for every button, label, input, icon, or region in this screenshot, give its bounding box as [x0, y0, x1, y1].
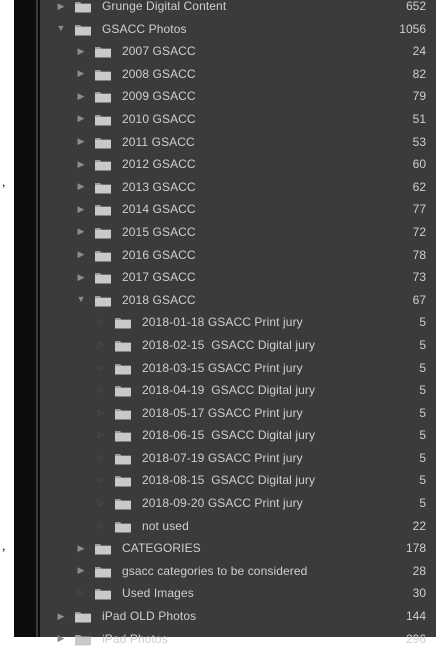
folder-row[interactable] [40, 402, 436, 425]
folder-name: 2018-06-15 GSACC Digital jury [142, 428, 316, 443]
triangle-empty-icon: ▷ [97, 498, 105, 508]
folder-row[interactable] [40, 221, 436, 244]
folder-icon [94, 68, 112, 81]
triangle-empty-icon: ▷ [97, 385, 105, 395]
folder-name: 2017 GSACC [122, 270, 196, 285]
folder-name: 2018-04-19 GSACC Digital jury [142, 383, 316, 398]
folder-row[interactable] [40, 176, 436, 199]
folder-row[interactable] [40, 40, 436, 63]
folder-row[interactable] [40, 605, 436, 628]
folder-name: gsacc categories to be considered [122, 563, 308, 578]
triangle-empty-icon: ▷ [97, 520, 105, 530]
triangle-right-icon[interactable]: ▶ [77, 113, 85, 124]
folder-icon [94, 271, 112, 284]
folder-count: 22 [412, 518, 426, 533]
folder-icon [74, 23, 92, 36]
folder-icon [94, 158, 112, 171]
triangle-right-icon[interactable]: ▶ [77, 136, 85, 147]
folder-icon [74, 610, 92, 623]
folder-name: 2016 GSACC [122, 247, 196, 262]
folder-icon [114, 407, 132, 420]
triangle-right-icon[interactable]: ▶ [77, 203, 85, 214]
folder-name: Used Images [122, 586, 194, 601]
folder-count: 77 [412, 202, 426, 217]
folder-name: 2018-07-19 GSACC Print jury [142, 450, 303, 465]
folder-row[interactable] [40, 153, 436, 176]
triangle-right-icon[interactable]: ▶ [77, 271, 85, 282]
folder-row[interactable] [40, 492, 436, 515]
folder-count: 1056 [399, 21, 426, 36]
folder-icon [94, 565, 112, 578]
triangle-down-icon[interactable]: ▼ [76, 294, 86, 305]
folder-count: 5 [419, 496, 426, 511]
folder-name: iPad OLD Photos [102, 609, 197, 624]
folder-name: 2011 GSACC [122, 134, 195, 149]
folder-name: 2007 GSACC [122, 44, 196, 59]
folder-count: 5 [419, 428, 426, 443]
folder-name: 2018-08-15 GSACC Digital jury [142, 473, 316, 488]
triangle-right-icon[interactable]: ▶ [77, 68, 85, 79]
folder-name: iPad Photos [102, 631, 168, 646]
panel-divider [36, 0, 38, 637]
folder-icon [114, 316, 132, 329]
folder-count: 60 [412, 157, 426, 172]
triangle-empty-icon: ▷ [97, 475, 105, 485]
margin-mark: , [2, 539, 6, 554]
folder-icon [94, 587, 112, 600]
folder-name: 2008 GSACC [122, 66, 196, 81]
folder-icon [114, 452, 132, 465]
triangle-right-icon[interactable]: ▶ [57, 633, 65, 644]
folder-icon [114, 362, 132, 375]
triangle-right-icon[interactable]: ▶ [77, 542, 85, 553]
folder-name: 2012 GSACC [122, 157, 196, 172]
folder-name: 2018-02-15 GSACC Digital jury [142, 337, 316, 352]
folder-row[interactable] [40, 447, 436, 470]
triangle-empty-icon: ▷ [97, 339, 105, 349]
folder-count: 53 [412, 134, 426, 149]
folder-count: 5 [419, 315, 426, 330]
folder-count: 178 [405, 541, 426, 556]
folder-count: 652 [405, 0, 426, 13]
folder-name: 2018-05-17 GSACC Print jury [142, 405, 303, 420]
folder-row[interactable] [40, 469, 436, 492]
folder-count: 78 [412, 247, 426, 262]
folder-icon [94, 113, 112, 126]
folder-row[interactable] [40, 198, 436, 221]
folder-icon [114, 474, 132, 487]
folders-panel [40, 0, 436, 646]
folder-name: Grunge Digital Content [102, 0, 227, 13]
folder-row[interactable] [40, 131, 436, 154]
folder-row[interactable] [40, 582, 436, 605]
triangle-empty-icon: ▷ [97, 452, 105, 462]
folder-icon [114, 497, 132, 510]
folder-row[interactable] [40, 424, 436, 447]
triangle-empty-icon: ▷ [77, 588, 85, 598]
folder-icon [74, 0, 92, 13]
folder-icon [94, 203, 112, 216]
folder-count: 5 [419, 473, 426, 488]
folder-name: 2010 GSACC [122, 111, 196, 126]
triangle-right-icon[interactable]: ▶ [77, 45, 85, 56]
folder-icon [94, 249, 112, 262]
folder-row[interactable] [40, 537, 436, 560]
folder-icon [94, 181, 112, 194]
folder-icon [114, 429, 132, 442]
folder-icon [94, 136, 112, 149]
triangle-right-icon[interactable]: ▶ [77, 90, 85, 101]
folder-name: 2015 GSACC [122, 224, 196, 239]
margin-mark: , [2, 175, 6, 190]
triangle-right-icon[interactable]: ▶ [77, 158, 85, 169]
folder-count: 144 [405, 609, 426, 624]
folder-count: 73 [412, 270, 426, 285]
folder-count: 5 [419, 405, 426, 420]
folder-count: 62 [412, 179, 426, 194]
folder-row[interactable] [40, 334, 436, 357]
triangle-right-icon[interactable]: ▶ [77, 565, 85, 576]
folder-row[interactable] [40, 628, 436, 650]
folder-name: GSACC Photos [102, 21, 187, 36]
folder-name: 2018-01-18 GSACC Print jury [142, 315, 303, 330]
folder-count: 5 [419, 360, 426, 375]
triangle-right-icon[interactable]: ▶ [57, 610, 65, 621]
folder-row[interactable] [40, 515, 436, 538]
folder-icon [94, 226, 112, 239]
triangle-down-icon[interactable]: ▼ [56, 23, 66, 34]
folder-name: 2013 GSACC [122, 179, 196, 194]
folder-count: 72 [412, 224, 426, 239]
folder-count: 30 [412, 586, 426, 601]
folder-row[interactable] [40, 311, 436, 334]
folder-name: CATEGORIES [122, 541, 201, 556]
folder-icon [94, 542, 112, 555]
folder-row[interactable] [40, 379, 436, 402]
folder-name: not used [142, 518, 189, 533]
folder-count: 5 [419, 337, 426, 352]
folder-icon [114, 384, 132, 397]
folder-icon [94, 90, 112, 103]
folder-icon [94, 45, 112, 58]
triangle-empty-icon: ▷ [97, 407, 105, 417]
folder-name: 2009 GSACC [122, 89, 196, 104]
triangle-empty-icon: ▷ [97, 430, 105, 440]
folder-count: 24 [412, 44, 426, 59]
folder-icon [114, 520, 132, 533]
triangle-right-icon[interactable]: ▶ [77, 181, 85, 192]
folder-row[interactable] [40, 266, 436, 289]
folder-count: 28 [412, 563, 426, 578]
folder-row[interactable] [40, 63, 436, 86]
folder-icon [94, 294, 112, 307]
folder-row[interactable] [40, 244, 436, 267]
folder-row[interactable] [40, 560, 436, 583]
folder-row[interactable] [40, 18, 436, 41]
folder-name: 2018-03-15 GSACC Print jury [142, 360, 303, 375]
folder-count: 67 [412, 292, 426, 307]
folder-count: 5 [419, 450, 426, 465]
triangle-empty-icon: ▷ [97, 317, 105, 327]
folder-count: 79 [412, 89, 426, 104]
folder-row[interactable] [40, 108, 436, 131]
folder-count: 82 [412, 66, 426, 81]
folder-count: 296 [405, 631, 426, 646]
folder-row[interactable] [40, 289, 436, 312]
folder-count: 51 [412, 111, 426, 126]
triangle-right-icon[interactable]: ▶ [77, 249, 85, 260]
folder-icon [114, 339, 132, 352]
triangle-right-icon[interactable]: ▶ [57, 0, 65, 11]
folder-name: 2018 GSACC [122, 292, 196, 307]
folder-row[interactable] [40, 85, 436, 108]
folder-name: 2018-09-20 GSACC Print jury [142, 496, 303, 511]
folder-row[interactable] [40, 357, 436, 380]
folder-row[interactable] [40, 0, 436, 18]
folder-icon [74, 633, 92, 646]
triangle-right-icon[interactable]: ▶ [77, 226, 85, 237]
triangle-empty-icon: ▷ [97, 362, 105, 372]
folder-count: 5 [419, 383, 426, 398]
folder-name: 2014 GSACC [122, 202, 196, 217]
